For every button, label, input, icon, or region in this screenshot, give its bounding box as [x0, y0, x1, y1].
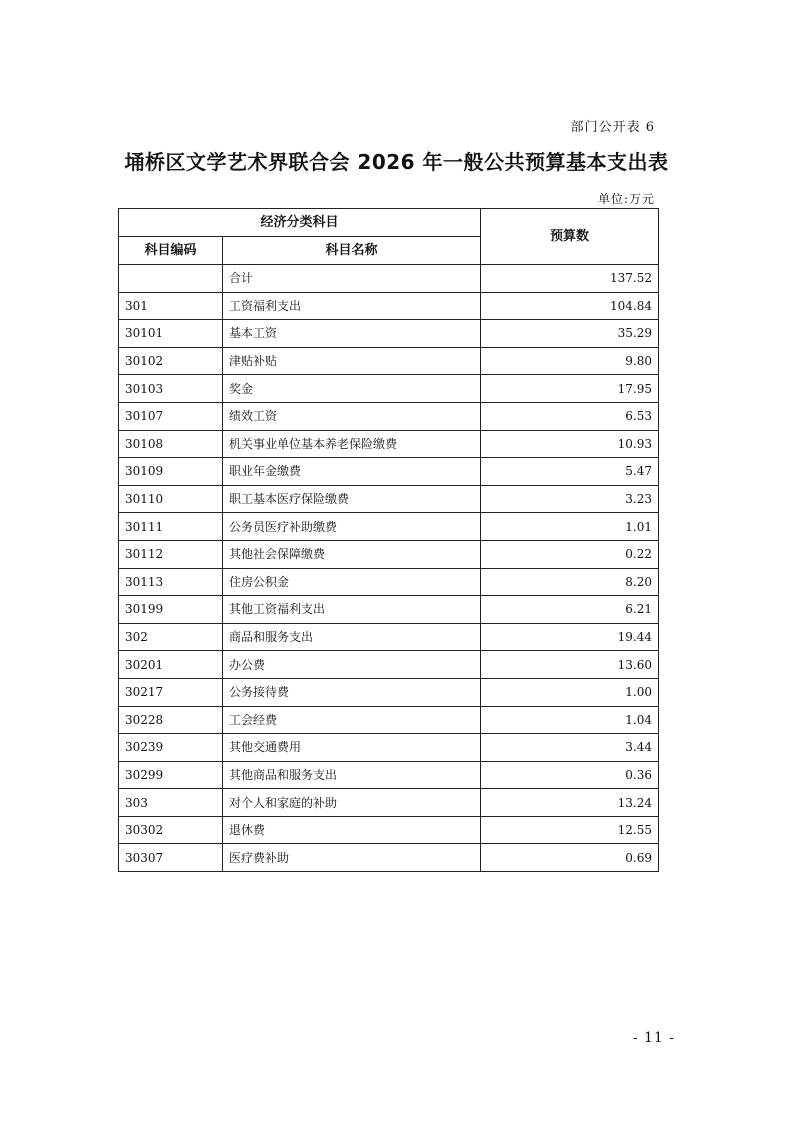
table-row [119, 540, 659, 568]
table-row [119, 430, 659, 458]
subject-code-cell: 30307 [119, 844, 223, 872]
subject-name-cell: 其他商品和服务支出 [223, 761, 481, 789]
subject-code-cell: 30107 [119, 402, 223, 430]
budget-amount-cell: 10.93 [481, 430, 659, 458]
budget-amount-header: 预算数 [481, 209, 659, 265]
table-row [119, 485, 659, 513]
budget-amount-cell: 1.01 [481, 513, 659, 541]
subject-name-cell: 退休费 [223, 816, 481, 844]
budget-amount-cell: 6.53 [481, 402, 659, 430]
page-title: 埇桥区文学艺术界联合会 2026 年一般公共预算基本支出表 [124, 150, 669, 174]
table-row [119, 651, 659, 679]
subject-name-cell: 合计 [223, 265, 481, 293]
budget-amount-cell: 3.44 [481, 734, 659, 762]
budget-amount-cell: 1.04 [481, 706, 659, 734]
subject-code-cell: 30110 [119, 485, 223, 513]
budget-amount-cell: 17.95 [481, 375, 659, 403]
budget-amount-cell: 1.00 [481, 678, 659, 706]
table-row [119, 265, 659, 293]
table-row [119, 734, 659, 762]
table-row [119, 347, 659, 375]
budget-amount-cell: 3.23 [481, 485, 659, 513]
table-row [119, 513, 659, 541]
budget-table [118, 208, 659, 872]
table-header-row [119, 209, 659, 237]
page-number: - 11 - [632, 1030, 675, 1046]
budget-amount-cell: 0.69 [481, 844, 659, 872]
budget-amount-cell: 12.55 [481, 816, 659, 844]
subject-name-cell: 对个人和家庭的补助 [223, 789, 481, 817]
table-row [119, 844, 659, 872]
budget-amount-cell: 5.47 [481, 458, 659, 486]
budget-amount-cell: 137.52 [481, 265, 659, 293]
subject-name-cell: 职业年金缴费 [223, 458, 481, 486]
subject-name-cell: 公务接待费 [223, 678, 481, 706]
subject-name-cell: 基本工资 [223, 320, 481, 348]
budget-amount-cell: 35.29 [481, 320, 659, 348]
subject-name-cell: 津贴补贴 [223, 347, 481, 375]
subject-name-cell: 其他交通费用 [223, 734, 481, 762]
table-row [119, 292, 659, 320]
subject-name-cell: 医疗费补助 [223, 844, 481, 872]
subject-name-cell: 工会经费 [223, 706, 481, 734]
table-row [119, 789, 659, 817]
table-row [119, 816, 659, 844]
subject-code-cell: 30109 [119, 458, 223, 486]
subject-code-cell: 302 [119, 623, 223, 651]
subject-code-cell: 30217 [119, 678, 223, 706]
subject-name-cell: 职工基本医疗保险缴费 [223, 485, 481, 513]
budget-amount-cell: 13.60 [481, 651, 659, 679]
budget-amount-cell: 19.44 [481, 623, 659, 651]
economic-classification-header: 经济分类科目 [119, 209, 481, 237]
subject-code-cell: 30228 [119, 706, 223, 734]
subject-name-cell: 机关事业单位基本养老保险缴费 [223, 430, 481, 458]
table-row [119, 761, 659, 789]
subject-code-header: 科目编码 [119, 237, 223, 265]
budget-amount-cell: 9.80 [481, 347, 659, 375]
subject-code-cell: 30108 [119, 430, 223, 458]
subject-code-cell: 301 [119, 292, 223, 320]
subject-code-cell: 30199 [119, 596, 223, 624]
subject-code-cell: 30113 [119, 568, 223, 596]
table-body [119, 265, 659, 872]
budget-amount-cell: 13.24 [481, 789, 659, 817]
table-row [119, 623, 659, 651]
budget-amount-cell: 0.36 [481, 761, 659, 789]
subject-code-cell: 30102 [119, 347, 223, 375]
budget-amount-cell: 0.22 [481, 540, 659, 568]
subject-name-cell: 办公费 [223, 651, 481, 679]
subject-code-cell [119, 265, 223, 293]
table-row [119, 596, 659, 624]
subject-name-cell: 其他工资福利支出 [223, 596, 481, 624]
table-label: 部门公开表 6 [570, 120, 655, 135]
subject-code-cell: 30101 [119, 320, 223, 348]
subject-code-cell: 30239 [119, 734, 223, 762]
subject-code-cell: 30112 [119, 540, 223, 568]
subject-name-header: 科目名称 [223, 237, 481, 265]
subject-name-cell: 公务员医疗补助缴费 [223, 513, 481, 541]
budget-amount-cell: 8.20 [481, 568, 659, 596]
subject-code-cell: 30299 [119, 761, 223, 789]
table-row [119, 568, 659, 596]
unit-label: 单位:万元 [597, 192, 655, 206]
table-row [119, 458, 659, 486]
subject-name-cell: 绩效工资 [223, 402, 481, 430]
subject-name-cell: 工资福利支出 [223, 292, 481, 320]
table-row [119, 678, 659, 706]
subject-name-cell: 其他社会保障缴费 [223, 540, 481, 568]
subject-name-cell: 奖金 [223, 375, 481, 403]
subject-name-cell: 商品和服务支出 [223, 623, 481, 651]
subject-code-cell: 30103 [119, 375, 223, 403]
table-row [119, 706, 659, 734]
table-row [119, 402, 659, 430]
subject-code-cell: 30201 [119, 651, 223, 679]
budget-amount-cell: 6.21 [481, 596, 659, 624]
table-row [119, 375, 659, 403]
subject-code-cell: 303 [119, 789, 223, 817]
table-row [119, 320, 659, 348]
subject-code-cell: 30111 [119, 513, 223, 541]
subject-code-cell: 30302 [119, 816, 223, 844]
budget-amount-cell: 104.84 [481, 292, 659, 320]
subject-name-cell: 住房公积金 [223, 568, 481, 596]
